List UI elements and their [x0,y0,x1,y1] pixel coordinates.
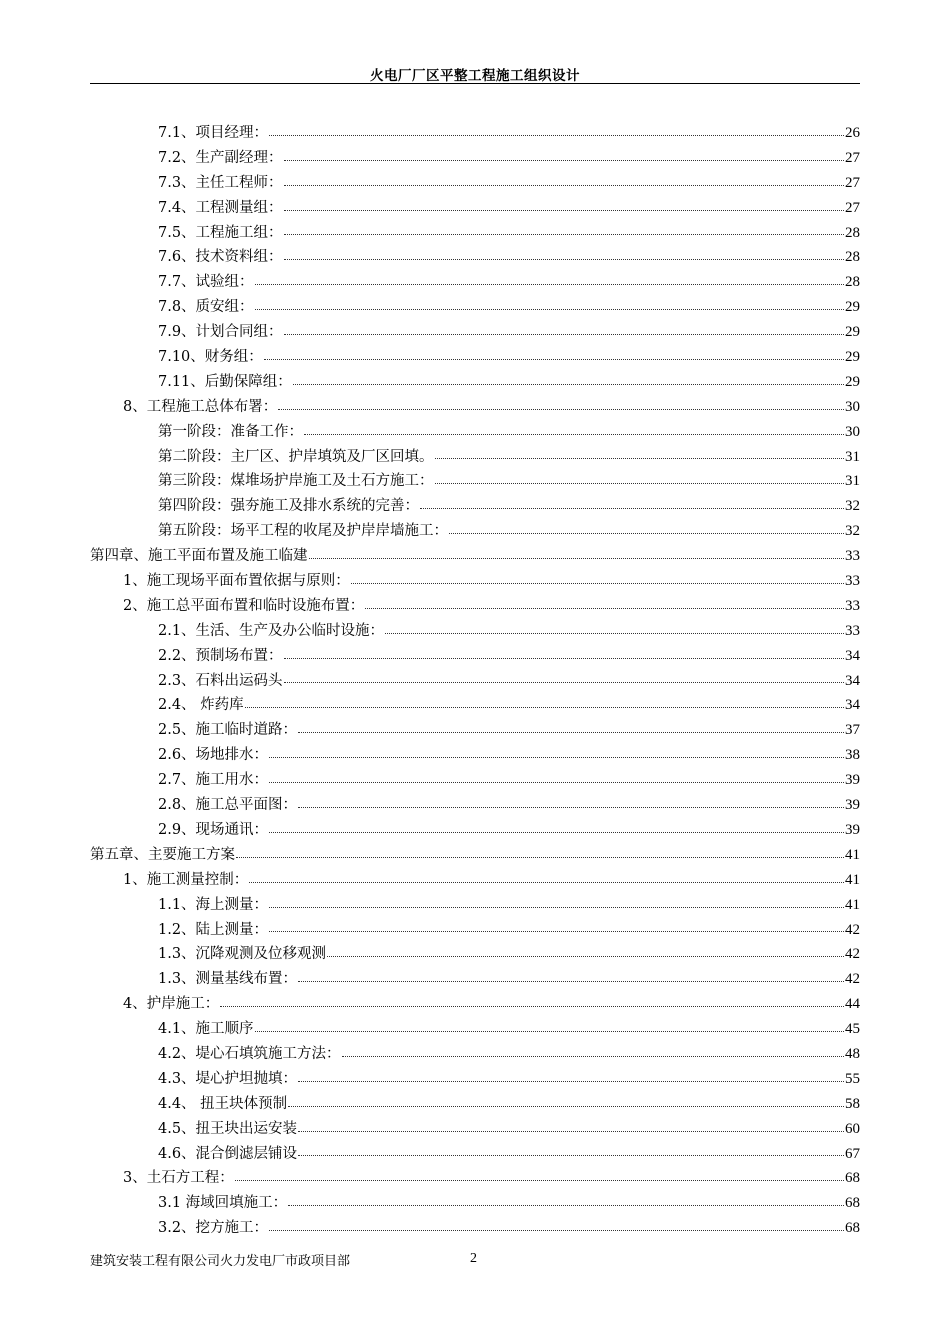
toc-entry-page: 60 [845,1120,860,1137]
toc-entry-title: 7.9、计划合同组： [158,324,283,341]
toc-entry-page: 28 [845,249,860,266]
toc-dot-leader [269,906,844,908]
toc-entry-page: 29 [845,299,860,316]
toc-entry-page: 33 [845,548,860,565]
toc-entry-page: 27 [845,174,860,191]
toc-entry-page: 45 [845,1021,860,1038]
toc-entry[interactable] [90,345,860,370]
toc-entry-page: 28 [845,224,860,241]
toc-entry[interactable] [90,519,860,544]
toc-entry-page: 39 [845,797,860,814]
toc-entry[interactable] [90,1216,860,1241]
toc-entry-title: 第二阶段：主厂区、护岸填筑及厂区回填。 [158,448,434,465]
toc-dot-leader [245,706,844,708]
toc-dot-leader [420,507,844,509]
footer-company: 建筑安装工程有限公司火力发电厂市政项目部 [90,1254,351,1269]
page-header-title: 火电厂厂区平整工程施工组织设计 [370,68,580,84]
toc-entry[interactable] [90,121,860,146]
toc-dot-leader [304,433,844,435]
toc-entry-title: 7.6、技术资料组： [158,249,283,266]
toc-entry-page: 41 [845,871,860,888]
toc-dot-leader [269,134,844,136]
toc-entry[interactable] [90,594,860,619]
toc-entry-page: 37 [845,722,860,739]
toc-entry-title: 4.5、扭王块出运安装 [158,1120,298,1137]
toc-dot-leader [298,1130,844,1132]
toc-entry-title: 7.8、质安组： [158,299,254,316]
toc-entry-page: 38 [845,747,860,764]
toc-dot-leader [249,881,844,883]
toc-entry-title: 4.1、施工顺序 [158,1021,254,1038]
toc-entry-page: 29 [845,324,860,341]
toc-entry[interactable] [90,395,860,420]
toc-entry[interactable] [90,494,860,519]
toc-entry[interactable] [90,743,860,768]
toc-entry[interactable] [90,1017,860,1042]
toc-entry-title: 第三阶段：煤堆场护岸施工及土石方施工： [158,473,434,490]
toc-entry[interactable] [90,893,860,918]
toc-entry-page: 31 [845,473,860,490]
toc-dot-leader [342,1055,844,1057]
toc-entry[interactable] [90,868,860,893]
toc-dot-leader [365,607,844,609]
toc-entry-title: 4.3、堤心护坦抛填： [158,1070,298,1087]
toc-entry-page: 41 [845,846,860,863]
toc-entry-title: 第四阶段：强夯施工及排水系统的完善： [158,498,419,515]
toc-entry[interactable] [90,370,860,395]
toc-entry-title: 7.2、生产副经理： [158,149,283,166]
toc-entry[interactable] [90,1142,860,1167]
toc-dot-leader [284,233,844,235]
toc-dot-leader [269,831,844,833]
toc-entry-title: 1.3、沉降观测及位移观测 [158,946,327,963]
toc-entry-page: 58 [845,1095,860,1112]
toc-entry-title: 第一阶段：准备工作： [158,423,303,440]
toc-entry-page: 68 [845,1170,860,1187]
toc-entry[interactable] [90,768,860,793]
toc-entry[interactable] [90,1117,860,1142]
toc-dot-leader [435,482,845,484]
toc-entry-page: 33 [845,622,860,639]
toc-entry[interactable] [90,544,860,569]
toc-entry-title: 7.3、主任工程师： [158,174,283,191]
toc-entry[interactable] [90,146,860,171]
toc-entry[interactable] [90,1042,860,1067]
toc-entry-page: 31 [845,448,860,465]
toc-entry-page: 68 [845,1220,860,1237]
toc-entry-page: 42 [845,921,860,938]
toc-entry-page: 27 [845,149,860,166]
toc-entry[interactable] [90,619,860,644]
toc-entry-page: 33 [845,597,860,614]
toc-entry-title: 3.2、挖方施工： [158,1220,269,1237]
toc-dot-leader [385,632,844,634]
toc-entry-title: 2.5、施工临时道路： [158,722,298,739]
toc-entry[interactable] [90,918,860,943]
toc-entry-title: 1、施工现场平面布置依据与原则： [123,573,350,590]
toc-dot-leader [220,1005,844,1007]
toc-entry-page: 42 [845,946,860,963]
toc-entry-page: 32 [845,523,860,540]
toc-entry-title: 4.4、 扭王块体预制 [158,1095,288,1112]
toc-entry-page: 30 [845,398,860,415]
toc-dot-leader [255,1030,844,1032]
toc-dot-leader [284,333,844,335]
toc-entry[interactable] [90,295,860,320]
toc-entry-page: 68 [845,1195,860,1212]
toc-entry-title: 2.3、石料出运码头 [158,672,283,689]
toc-dot-leader [298,1154,844,1156]
toc-dot-leader [298,1080,844,1082]
toc-dot-leader [255,308,844,310]
toc-entry-title: 7.1、项目经理： [158,125,269,141]
toc-entry-title: 7.10、财务组： [158,349,263,366]
toc-entry[interactable] [90,1092,860,1117]
toc-dot-leader [351,582,844,584]
toc-entry[interactable] [90,967,860,992]
toc-entry[interactable] [90,644,860,669]
toc-entry-page: 28 [845,274,860,291]
toc-dot-leader [309,557,845,559]
toc-entry-title: 第四章、施工平面布置及施工临建 [90,548,308,565]
header-divider [90,83,860,84]
toc-entry-title: 2.7、施工用水： [158,772,269,789]
toc-entry[interactable] [90,270,860,295]
toc-entry-page: 44 [845,996,860,1013]
toc-entry-title: 4.6、混合倒滤层铺设 [158,1145,298,1162]
toc-entry[interactable] [90,1166,860,1191]
toc-entry-page: 29 [845,349,860,366]
footer-page-number: 2 [470,1251,477,1266]
toc-entry-title: 8、工程施工总体布署： [123,398,278,415]
toc-entry[interactable] [90,171,860,196]
toc-entry-title: 2.8、施工总平面图： [158,797,298,814]
toc-entry[interactable] [90,445,860,470]
toc-dot-leader [288,1204,844,1206]
toc-entry-page: 39 [845,772,860,789]
toc-entry-title: 7.11、后勤保障组： [158,373,292,390]
toc-entry-title: 1.1、海上测量： [158,896,269,913]
toc-entry-title: 2、施工总平面布置和临时设施布置： [123,597,365,614]
toc-entry-title: 2.1、生活、生产及办公临时设施： [158,622,385,639]
toc-dot-leader [269,781,844,783]
toc-entry-page: 67 [845,1145,860,1162]
toc-dot-leader [284,209,844,211]
toc-entry[interactable] [90,420,860,445]
toc-entry[interactable] [90,818,860,843]
toc-dot-leader [288,1105,844,1107]
toc-entry-page: 32 [845,498,860,515]
toc-entry-page: 33 [845,573,860,590]
toc-entry[interactable] [90,245,860,270]
toc-entry-title: 1.2、陆上测量： [158,921,269,938]
toc-dot-leader [236,856,844,858]
toc-entry[interactable] [90,1067,860,1092]
toc-entry-page: 34 [845,672,860,689]
toc-dot-leader [298,980,844,982]
toc-entry-title: 4、护岸施工： [123,996,220,1013]
toc-dot-leader [278,408,844,410]
toc-entry-page: 39 [845,821,860,838]
toc-entry-page: 26 [845,125,860,141]
toc-entry-title: 2.4、 炸药库 [158,697,244,714]
toc-dot-leader [284,681,844,683]
toc-entry[interactable] [90,1191,860,1216]
toc-dot-leader [298,731,844,733]
toc-entry[interactable] [90,718,860,743]
toc-dot-leader [284,184,844,186]
toc-entry-title: 2.9、现场通讯： [158,821,269,838]
toc-entry[interactable] [90,221,860,246]
toc-dot-leader [298,806,844,808]
toc-entry-page: 41 [845,896,860,913]
toc-entry[interactable] [90,569,860,594]
toc-dot-leader [264,358,844,360]
toc-entry-page: 55 [845,1070,860,1087]
toc-entry-title: 1.3、测量基线布置： [158,971,298,988]
toc-dot-leader [449,532,844,534]
toc-entry[interactable] [90,992,860,1017]
toc-entry[interactable] [90,793,860,818]
toc-entry-title: 7.5、工程施工组： [158,224,283,241]
toc-dot-leader [269,756,844,758]
toc-entry-page: 27 [845,199,860,216]
toc-dot-leader [235,1179,844,1181]
toc-entry[interactable] [90,196,860,221]
toc-entry-page: 42 [845,971,860,988]
toc-entry-title: 第五章、主要施工方案 [90,846,235,863]
toc-entry-page: 34 [845,697,860,714]
toc-dot-leader [435,457,845,459]
toc-entry[interactable] [90,843,860,868]
toc-entry-title: 3、土石方工程： [123,1170,234,1187]
toc-entry[interactable] [90,942,860,967]
toc-entry-page: 29 [845,373,860,390]
table-of-contents [90,121,860,1241]
toc-dot-leader [284,657,844,659]
toc-dot-leader [269,1229,844,1231]
toc-entry-title: 1、施工测量控制： [123,871,249,888]
toc-entry-title: 2.6、场地排水： [158,747,269,764]
toc-entry-title: 第五阶段：场平工程的收尾及护岸岸墙施工： [158,523,448,540]
toc-dot-leader [284,159,844,161]
toc-entry-title: 4.2、堤心石填筑施工方法： [158,1045,341,1062]
toc-entry-page: 30 [845,423,860,440]
toc-entry-page: 34 [845,647,860,664]
toc-dot-leader [255,283,844,285]
toc-dot-leader [327,955,844,957]
toc-entry-title: 7.4、工程测量组： [158,199,283,216]
toc-entry[interactable] [90,693,860,718]
toc-entry-title: 2.2、预制场布置： [158,647,283,664]
toc-entry-title: 7.7、试验组： [158,274,254,291]
toc-dot-leader [293,383,844,385]
toc-entry[interactable] [90,320,860,345]
toc-dot-leader [269,930,844,932]
toc-entry[interactable] [90,669,860,694]
toc-dot-leader [284,258,844,260]
toc-entry-page: 48 [845,1045,860,1062]
toc-entry-title: 3.1 海域回填施工： [158,1195,288,1212]
toc-entry[interactable] [90,469,860,494]
